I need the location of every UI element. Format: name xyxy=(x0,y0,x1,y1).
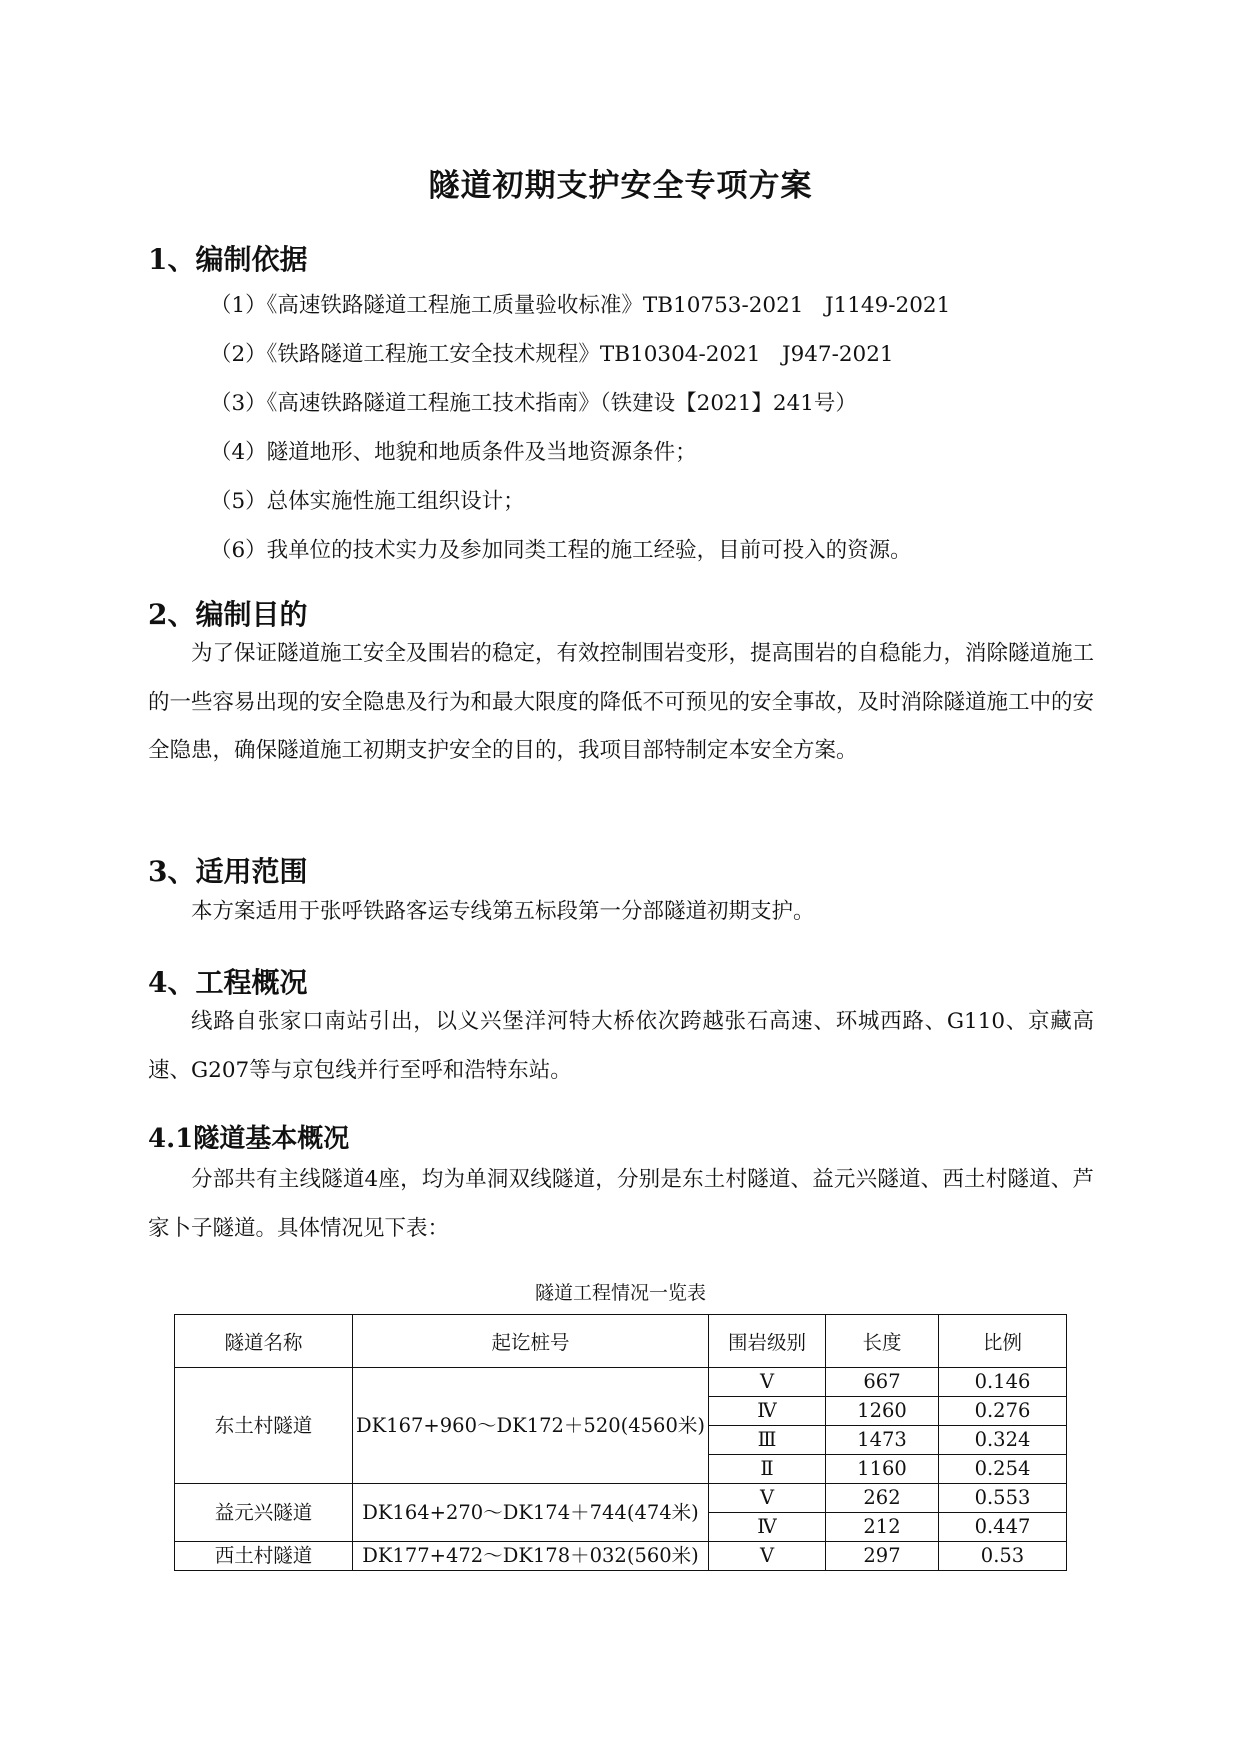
ratio-cell: 0.254 xyxy=(939,1455,1067,1484)
length-cell: 1260 xyxy=(826,1397,939,1426)
basis-item-2: （2）《铁路隧道工程施工安全技术规程》TB10304-2021 J947-2021 xyxy=(210,342,894,367)
header-length: 长度 xyxy=(826,1315,939,1368)
basis-item-4: （4）隧道地形、地貌和地质条件及当地资源条件； xyxy=(210,440,697,465)
ratio-cell: 0.276 xyxy=(939,1397,1067,1426)
ratio-cell: 0.447 xyxy=(939,1513,1067,1542)
ratio-cell: 0.324 xyxy=(939,1426,1067,1455)
basis-item-1: （1）《高速铁路隧道工程施工质量验收标准》TB10753-2021 J1149-2021 xyxy=(210,293,951,318)
section-heading-overview: 4、工程概况 xyxy=(148,966,308,999)
ratio-cell: 0.146 xyxy=(939,1368,1067,1397)
rock-grade-cell: Ⅲ xyxy=(709,1426,826,1455)
length-cell: 212 xyxy=(826,1513,939,1542)
section-heading-scope: 3、适用范围 xyxy=(148,855,308,888)
ratio-cell: 0.53 xyxy=(939,1542,1067,1571)
basis-item-5: （5）总体实施性施工组织设计； xyxy=(210,489,525,514)
header-ratio: 比例 xyxy=(939,1315,1067,1368)
table-caption: 隧道工程情况一览表 xyxy=(534,1282,706,1304)
rock-grade-cell: Ⅴ xyxy=(709,1368,826,1397)
table-row xyxy=(175,1484,1067,1513)
length-cell: 667 xyxy=(826,1368,939,1397)
tunnel-name-cell: 西土村隧道 xyxy=(175,1542,353,1571)
length-cell: 262 xyxy=(826,1484,939,1513)
header-tunnel-name: 隧道名称 xyxy=(175,1315,353,1368)
tunnel-name-cell: 东土村隧道 xyxy=(175,1368,353,1484)
length-cell: 1160 xyxy=(826,1455,939,1484)
header-rock-grade: 围岩级别 xyxy=(709,1315,826,1368)
section-heading-tunnel-basic: 4.1隧道基本概况 xyxy=(148,1124,350,1154)
rock-grade-cell: Ⅴ xyxy=(709,1542,826,1571)
table-row xyxy=(175,1542,1067,1571)
rock-grade-cell: Ⅱ xyxy=(709,1455,826,1484)
document-title: 隧道初期支护安全专项方案 xyxy=(428,168,813,204)
section-heading-purpose: 2、编制目的 xyxy=(148,598,308,631)
rock-grade-cell: Ⅳ xyxy=(709,1397,826,1426)
station-range-cell: DK167+960～DK172＋520(4560米) xyxy=(353,1368,709,1484)
basis-item-6: （6）我单位的技术实力及参加同类工程的施工经验，目前可投入的资源。 xyxy=(210,538,912,563)
station-range-cell: DK177+472～DK178＋032(560米) xyxy=(353,1542,709,1571)
section-heading-basis: 1、编制依据 xyxy=(148,243,308,276)
basis-item-3: （3）《高速铁路隧道工程施工技术指南》（铁建设【2021】241号） xyxy=(210,391,857,416)
table-header-row xyxy=(175,1315,1067,1368)
table-row xyxy=(175,1368,1067,1397)
length-cell: 1473 xyxy=(826,1426,939,1455)
scope-paragraph: 本方案适用于张呼铁路客运专线第五标段第一分部隧道初期支护。 xyxy=(191,899,815,924)
tunnel-basic-paragraph: 分部共有主线隧道4座，均为单洞双线隧道，分别是东土村隧道、益元兴隧道、西土村隧道、芦家卜子隧道。具体情况见下表： xyxy=(148,1167,1094,1241)
rock-grade-cell: Ⅳ xyxy=(709,1513,826,1542)
length-cell: 297 xyxy=(826,1542,939,1571)
header-station-range: 起讫桩号 xyxy=(353,1315,709,1368)
rock-grade-cell: Ⅴ xyxy=(709,1484,826,1513)
station-range-cell: DK164+270～DK174＋744(474米) xyxy=(353,1484,709,1542)
tunnel-name-cell: 益元兴隧道 xyxy=(175,1484,353,1542)
ratio-cell: 0.553 xyxy=(939,1484,1067,1513)
overview-paragraph: 线路自张家口南站引出，以义兴堡洋河特大桥依次跨越张石高速、环城西路、G110、京藏高速、G207等与京包线并行至呼和浩特东站。 xyxy=(148,1009,1094,1083)
tunnel-table xyxy=(174,1314,1067,1571)
purpose-paragraph: 为了保证隧道施工安全及围岩的稳定，有效控制围岩变形，提高围岩的自稳能力，消除隧道施工的一些容易出现的安全隐患及行为和最大限度的降低不可预见的安全事故，及时消除隧道施工中的安全隐患，确保隧道施工初期支护安全的目的，我项目部特制定本安全方案。 xyxy=(148,641,1095,763)
